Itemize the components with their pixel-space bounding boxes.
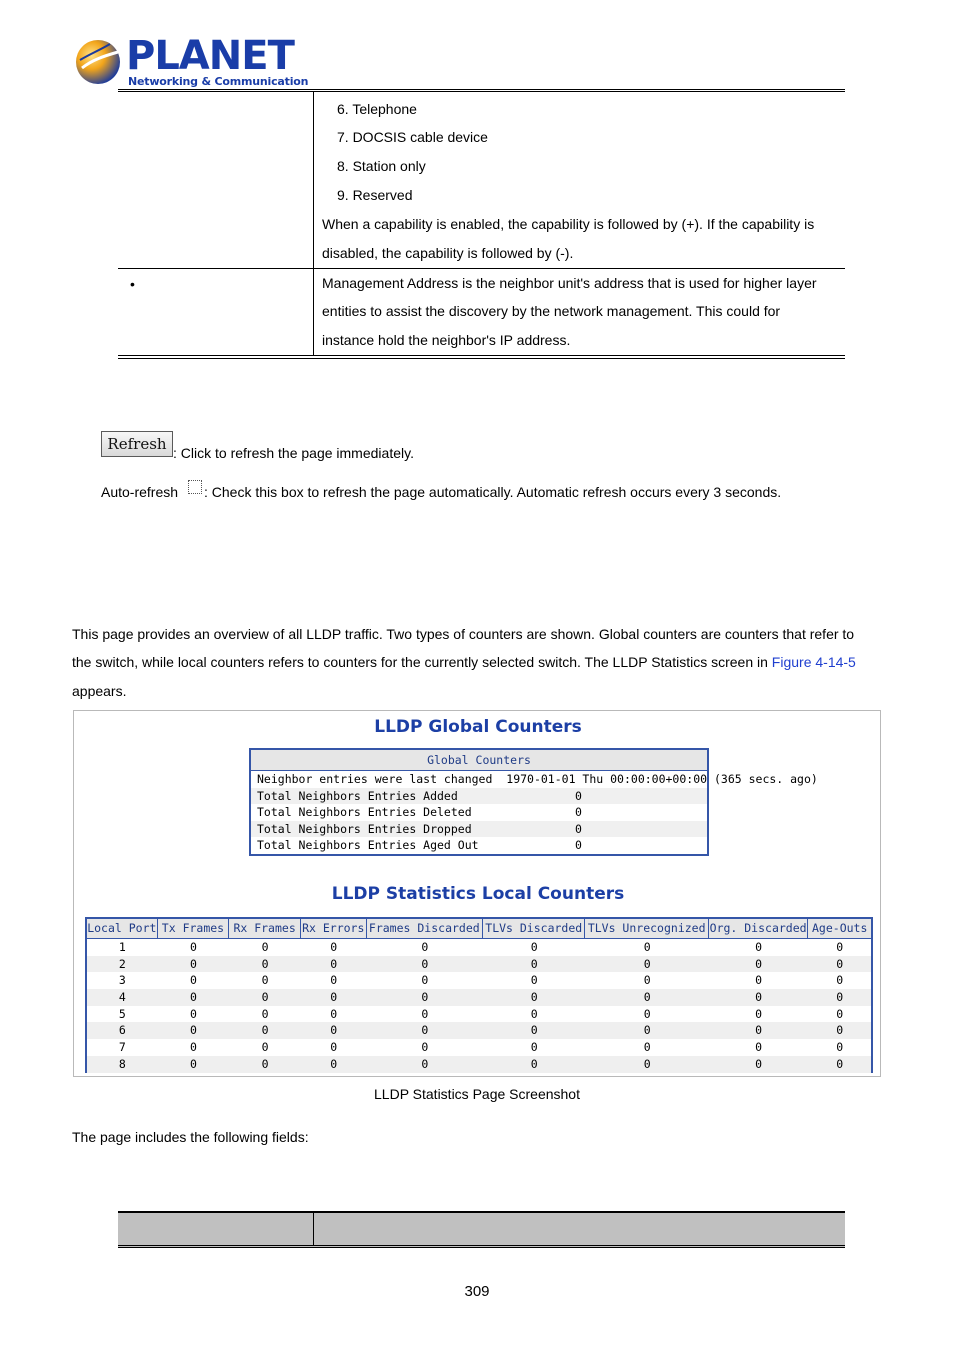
- table-row: [87, 1039, 871, 1056]
- table-cell: 0: [330, 1040, 338, 1055]
- figure-caption: LLDP Statistics Page Screenshot: [374, 1086, 580, 1102]
- figure-link[interactable]: Figure 4-14-5: [771, 654, 856, 670]
- table-cell: 0: [530, 973, 538, 988]
- capability-note-line1: When a capability is enabled, the capability is followed by (+). If the capability is: [322, 216, 815, 232]
- global-row-value: 0: [575, 838, 582, 852]
- table-row: [251, 837, 707, 854]
- table-cell: 7: [118, 1040, 126, 1055]
- column-header: Age-Outs: [812, 921, 868, 935]
- table-cell: 0: [261, 1056, 269, 1071]
- page-number: 309: [464, 1283, 490, 1300]
- column-header: TLVs Discarded: [483, 919, 585, 938]
- table-cell: 0: [261, 1040, 269, 1055]
- table-cell: 0: [330, 1056, 338, 1071]
- local-counters-table: [85, 917, 873, 1073]
- table-cell: 0: [755, 940, 763, 954]
- global-row-label: Total Neighbors Entries Added: [257, 788, 458, 803]
- table-cell: 0: [643, 1023, 651, 1038]
- table-cell: 0: [189, 956, 197, 971]
- table-row: [87, 972, 871, 989]
- column-header: Tx Frames: [158, 919, 230, 938]
- table-cell: 0: [330, 973, 338, 988]
- lldp-statistics-screenshot: [73, 710, 881, 1077]
- table-cell: 0: [643, 940, 651, 954]
- global-row-value: 1970-01-01 Thu 00:00:00+00:00 (365 secs. ago): [506, 772, 818, 786]
- mgmt-bullet: •: [130, 276, 135, 292]
- table-cell: 0: [836, 940, 844, 954]
- table-row: [251, 788, 707, 805]
- table-cell: 0: [836, 990, 844, 1005]
- table-cell: 0: [836, 1006, 844, 1021]
- table-cell: 0: [836, 956, 844, 971]
- header-rule: [118, 89, 845, 92]
- table-cell: 0: [261, 1006, 269, 1021]
- global-counters-header: Global Counters: [251, 750, 707, 771]
- table-cell: 0: [421, 990, 429, 1005]
- table-cell: 3: [118, 973, 126, 988]
- table-cell: 0: [189, 973, 197, 988]
- table-row: [87, 989, 871, 1006]
- auto-refresh-desc: : Check this box to refresh the page automatically. Automatic refresh occurs every 3 seconds.: [204, 484, 782, 500]
- column-header: TLVs Unrecognized: [585, 919, 708, 938]
- mgmt-desc-line1: Management Address is the neighbor unit's address that is used for higher layer: [322, 275, 817, 291]
- capability-item-7: 7. DOCSIS cable device: [337, 129, 488, 145]
- capability-item-8: 8. Station only: [337, 158, 426, 174]
- global-row-label: Total Neighbors Entries Dropped: [257, 821, 472, 836]
- refresh-desc: : Click to refresh the page immediately.: [173, 445, 414, 461]
- table-cell: 0: [189, 1056, 197, 1071]
- table-cell: 0: [755, 1023, 763, 1038]
- table-cell: 0: [643, 973, 651, 988]
- table-cell: 0: [755, 973, 763, 988]
- table-cell: 5: [118, 1006, 126, 1021]
- global-row-label: Total Neighbors Entries Deleted: [257, 805, 472, 819]
- table-cell: 0: [755, 1056, 763, 1071]
- global-counters-title: LLDP Global Counters: [374, 717, 582, 737]
- table-cell: 0: [643, 1006, 651, 1021]
- table-cell: 0: [836, 973, 844, 988]
- table-cell: 0: [530, 956, 538, 971]
- table-bottom-rule: [118, 355, 845, 359]
- table-cell: 0: [261, 956, 269, 971]
- capability-item-6: 6. Telephone: [337, 101, 417, 117]
- brand-wordmark: PLANET: [126, 33, 294, 79]
- table-cell: 0: [330, 990, 338, 1005]
- global-row-value: 0: [575, 788, 582, 803]
- table-row: [87, 939, 871, 956]
- column-header: Rx Errors: [301, 919, 367, 938]
- table-cell: 0: [261, 990, 269, 1005]
- table-cell: 0: [421, 973, 429, 988]
- table-cell: 0: [261, 1023, 269, 1038]
- local-counters-header: [87, 919, 871, 939]
- mgmt-desc-line3: instance hold the neighbor's IP address.: [322, 332, 571, 348]
- table-row: [87, 1022, 871, 1039]
- table-row: [251, 804, 707, 821]
- table-cell: 0: [421, 1023, 429, 1038]
- intro-line2-text: the switch, while local counters refers to counters for the currently selected switch. The LLDP Statistics screen in: [72, 654, 772, 670]
- global-row-value: 0: [575, 821, 582, 836]
- table-cell: 0: [755, 990, 763, 1005]
- fields-intro: The page includes the following fields:: [72, 1129, 309, 1145]
- table-cell: 0: [330, 1006, 338, 1021]
- refresh-button[interactable]: Refresh: [101, 431, 173, 457]
- column-header: Rx Frames: [229, 919, 301, 938]
- intro-line1: This page provides an overview of all LLDP traffic. Two types of counters are shown. Global counters are counters that refer to: [72, 626, 855, 642]
- table-cell: 0: [189, 1040, 197, 1055]
- table-cell: 0: [530, 940, 538, 954]
- table-cell: 2: [118, 956, 126, 971]
- mgmt-desc-line2: entities to assist the discovery by the network management. This could for: [322, 303, 781, 319]
- table-cell: 0: [189, 990, 197, 1005]
- table-cell: 6: [118, 1023, 126, 1038]
- table-cell: 0: [530, 990, 538, 1005]
- table-cell: 0: [836, 1056, 844, 1071]
- intro-line3: appears.: [72, 683, 127, 699]
- capability-item-9: 9. Reserved: [337, 187, 413, 203]
- global-counters-table: [249, 748, 818, 856]
- table-cell: 1: [118, 940, 126, 954]
- table-cell: 0: [421, 1006, 429, 1021]
- table-cell: 0: [330, 956, 338, 971]
- table-row: [251, 821, 707, 838]
- fields-table-header: [118, 1211, 845, 1248]
- table-cell: 0: [330, 940, 338, 954]
- table-cell: 0: [836, 1040, 844, 1055]
- column-header: Frames Discarded: [367, 919, 483, 938]
- table-row: [87, 1056, 871, 1073]
- global-row-value: 0: [575, 805, 582, 819]
- fields-table-divider: [313, 1213, 314, 1245]
- capability-note-line2: disabled, the capability is followed by (-).: [322, 245, 574, 261]
- table-cell: 0: [189, 1023, 197, 1038]
- table-cell: 0: [530, 1040, 538, 1055]
- global-row-label: Neighbor entries were last changed: [257, 772, 493, 786]
- table-cell: 0: [755, 956, 763, 971]
- auto-refresh-checkbox[interactable]: [188, 480, 202, 494]
- table-cell: 0: [421, 1056, 429, 1071]
- table-cell: 0: [643, 1040, 651, 1055]
- table-row: [87, 1006, 871, 1023]
- table-cell: 0: [530, 1023, 538, 1038]
- table-row: [251, 771, 818, 788]
- table-cell: 0: [755, 1006, 763, 1021]
- global-row-label: Total Neighbors Entries Aged Out: [257, 838, 479, 852]
- intro-line2: [72, 648, 882, 677]
- table-cell: 8: [118, 1056, 126, 1071]
- auto-refresh-label: Auto-refresh: [101, 484, 179, 500]
- table-cell: 0: [421, 940, 429, 954]
- table-cell: 0: [755, 1040, 763, 1055]
- table-cell: 0: [643, 1056, 651, 1071]
- column-header: Local Port: [87, 919, 158, 938]
- table-cell: 0: [836, 1023, 844, 1038]
- table-column-divider: [313, 92, 314, 356]
- planet-globe-logo-icon: [74, 38, 122, 86]
- table-cell: 0: [530, 1006, 538, 1021]
- local-counters-title: LLDP Statistics Local Counters: [331, 884, 625, 904]
- table-cell: 0: [189, 1006, 197, 1021]
- table-cell: 0: [421, 956, 429, 971]
- table-cell: 0: [643, 956, 651, 971]
- column-header: Org. Discarded: [709, 919, 809, 938]
- table-cell: 0: [261, 940, 269, 954]
- table-cell: 0: [330, 1023, 338, 1038]
- table-cell: 4: [118, 990, 126, 1005]
- table-cell: 0: [643, 990, 651, 1005]
- table-cell: 0: [530, 1056, 538, 1071]
- table-cell: 0: [421, 1040, 429, 1055]
- table-cell: 0: [261, 973, 269, 988]
- table-row: [87, 956, 871, 973]
- brand-tagline: Networking & Communication: [128, 75, 309, 88]
- table-cell: 0: [189, 940, 197, 954]
